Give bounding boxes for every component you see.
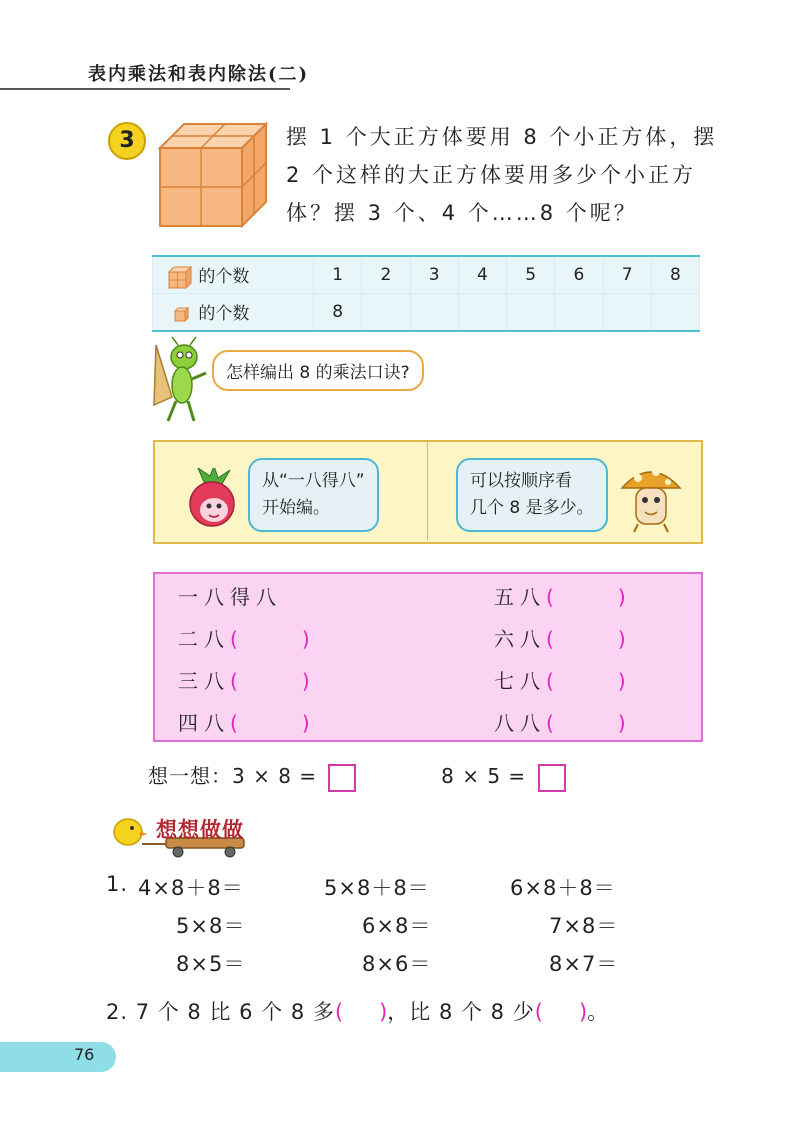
rhyme-right-1-text: 五八 [494,585,546,609]
answer-blank-open: ( [230,711,238,735]
cube-count-table [152,255,700,332]
page-number-tab [0,1042,116,1072]
row-label-small: 的个数 [198,303,250,324]
rhyme-right-3-text: 七八 [494,669,546,693]
answer-blank-close: ) [617,669,626,693]
answer-cell-5[interactable] [507,294,555,332]
problem-line-2: 2 个这样的大正方体要用多少个小正方 [286,163,697,187]
radish-character-icon [182,468,242,532]
answer-blank-open: ( [230,627,238,651]
think-eq-2: 8 × 5 = [441,764,527,788]
q2-row [106,996,609,1026]
mushroom-character-icon [618,462,684,534]
answer-blank-open: ( [546,711,554,735]
q2-text-2: ，比 8 个 8 少 [387,1000,535,1024]
left-bubble-line-2: 开始编。 [262,498,330,518]
practice-title: 想想做做 [156,818,244,842]
discussion-divider [427,442,428,540]
row-label-big: 的个数 [198,266,250,287]
q1-a3: 8×5＝ [176,952,246,976]
q1-c2: 7×8＝ [549,914,619,938]
problem-text [286,118,726,232]
answer-cell-2[interactable] [362,294,410,332]
answer-cell-8[interactable] [651,294,699,332]
right-bubble-line-2: 几个 8 是多少。 [470,498,594,518]
think-label: 想一想： [148,764,232,788]
answer-blank-close: ) [301,627,310,651]
problem-number: 3 [119,128,135,153]
rhyme-right-1 [494,581,626,610]
q2-blank-2-open: ( [534,1000,543,1024]
rhyme-right-4-text: 八八 [494,711,546,735]
answer-blank-close: ) [617,711,626,735]
rhyme-right-3 [494,665,626,694]
rhyme-left-2-text: 二八 [178,627,230,651]
col-1: 1 [314,256,362,294]
header-rule [0,88,290,90]
grasshopper-character-icon [150,335,210,425]
chapter-title: 表内乘法和表内除法(二) [88,64,310,85]
answer-cell-7[interactable] [603,294,651,332]
rhyme-left-4 [178,707,310,736]
table-row-small-cubes [153,294,700,332]
rhyme-left-3-text: 三八 [178,669,230,693]
rhyme-left-1 [178,581,282,610]
answer-blank-open: ( [230,669,238,693]
q1-b3: 8×6＝ [362,952,432,976]
col-6: 6 [555,256,603,294]
q2-blank-1-close: ) [379,1000,388,1024]
page-number: 76 [74,1045,95,1064]
big-cube-icon [156,120,272,230]
q1-b1: 5×8＋8＝ [324,876,430,900]
answer-blank-close: ) [301,669,310,693]
rhyme-left-1-text: 一八得八 [178,585,282,609]
answer-blank-open: ( [546,669,554,693]
answer-cell-3[interactable] [410,294,458,332]
table-row-big-cubes [153,256,700,294]
problem-number-badge [108,122,146,160]
q1-number: 1. [106,872,129,896]
question-speech-bubble [212,350,424,391]
left-speech-bubble [248,458,379,532]
q1-b2: 6×8＝ [362,914,432,938]
col-5: 5 [507,256,555,294]
col-8: 8 [651,256,699,294]
q1-c3: 8×7＝ [549,952,619,976]
row-header-small-cubes [153,294,314,332]
rhyme-left-4-text: 四八 [178,711,230,735]
question-text: 怎样编出 8 的乘法口诀? [226,363,410,383]
row-header-big-cubes [153,256,314,294]
rhyme-left-2 [178,623,310,652]
answer-blank-close: ) [617,627,626,651]
answer-box-2[interactable] [538,764,566,792]
rhyme-right-2 [494,623,626,652]
q2-blank-2-close: ) [578,1000,588,1024]
col-3: 3 [410,256,458,294]
col-4: 4 [458,256,506,294]
left-bubble-line-1: 从“一八得八” [262,471,365,491]
rhyme-left-3 [178,665,310,694]
answer-blank-open: ( [546,627,554,651]
q1-a2: 5×8＝ [176,914,246,938]
answer-box-1[interactable] [328,764,356,792]
rhyme-right-4 [494,707,626,736]
q2-text-1: 2. 7 个 8 比 6 个 8 多 [106,1000,335,1024]
q1-c1: 6×8＋8＝ [510,876,616,900]
answer-blank-open: ( [546,585,554,609]
big-cube-small-icon [167,265,193,289]
think-eq-1: 3 × 8 = [232,764,318,788]
problem-line-3: 体？摆 3 个、4 个……8 个呢？ [286,201,638,225]
col-2: 2 [362,256,410,294]
right-bubble-line-1: 可以按顺序看 [470,471,572,491]
q2-blank-1-open: ( [334,1000,344,1024]
col-7: 7 [603,256,651,294]
answer-cell-6[interactable] [555,294,603,332]
answer-blank-close: ) [617,585,626,609]
right-speech-bubble [456,458,608,532]
q1-a1: 4×8＋8＝ [138,876,244,900]
answer-cell-4[interactable] [458,294,506,332]
cell-value-1: 8 [314,294,362,332]
rhyme-right-2-text: 六八 [494,627,546,651]
problem-line-1: 摆 1 个大正方体要用 8 个小正方体，摆 [286,125,718,149]
small-cube-icon [167,302,193,326]
answer-blank-close: ) [301,711,310,735]
q2-end: 。 [587,1000,610,1024]
think-row [148,760,566,792]
